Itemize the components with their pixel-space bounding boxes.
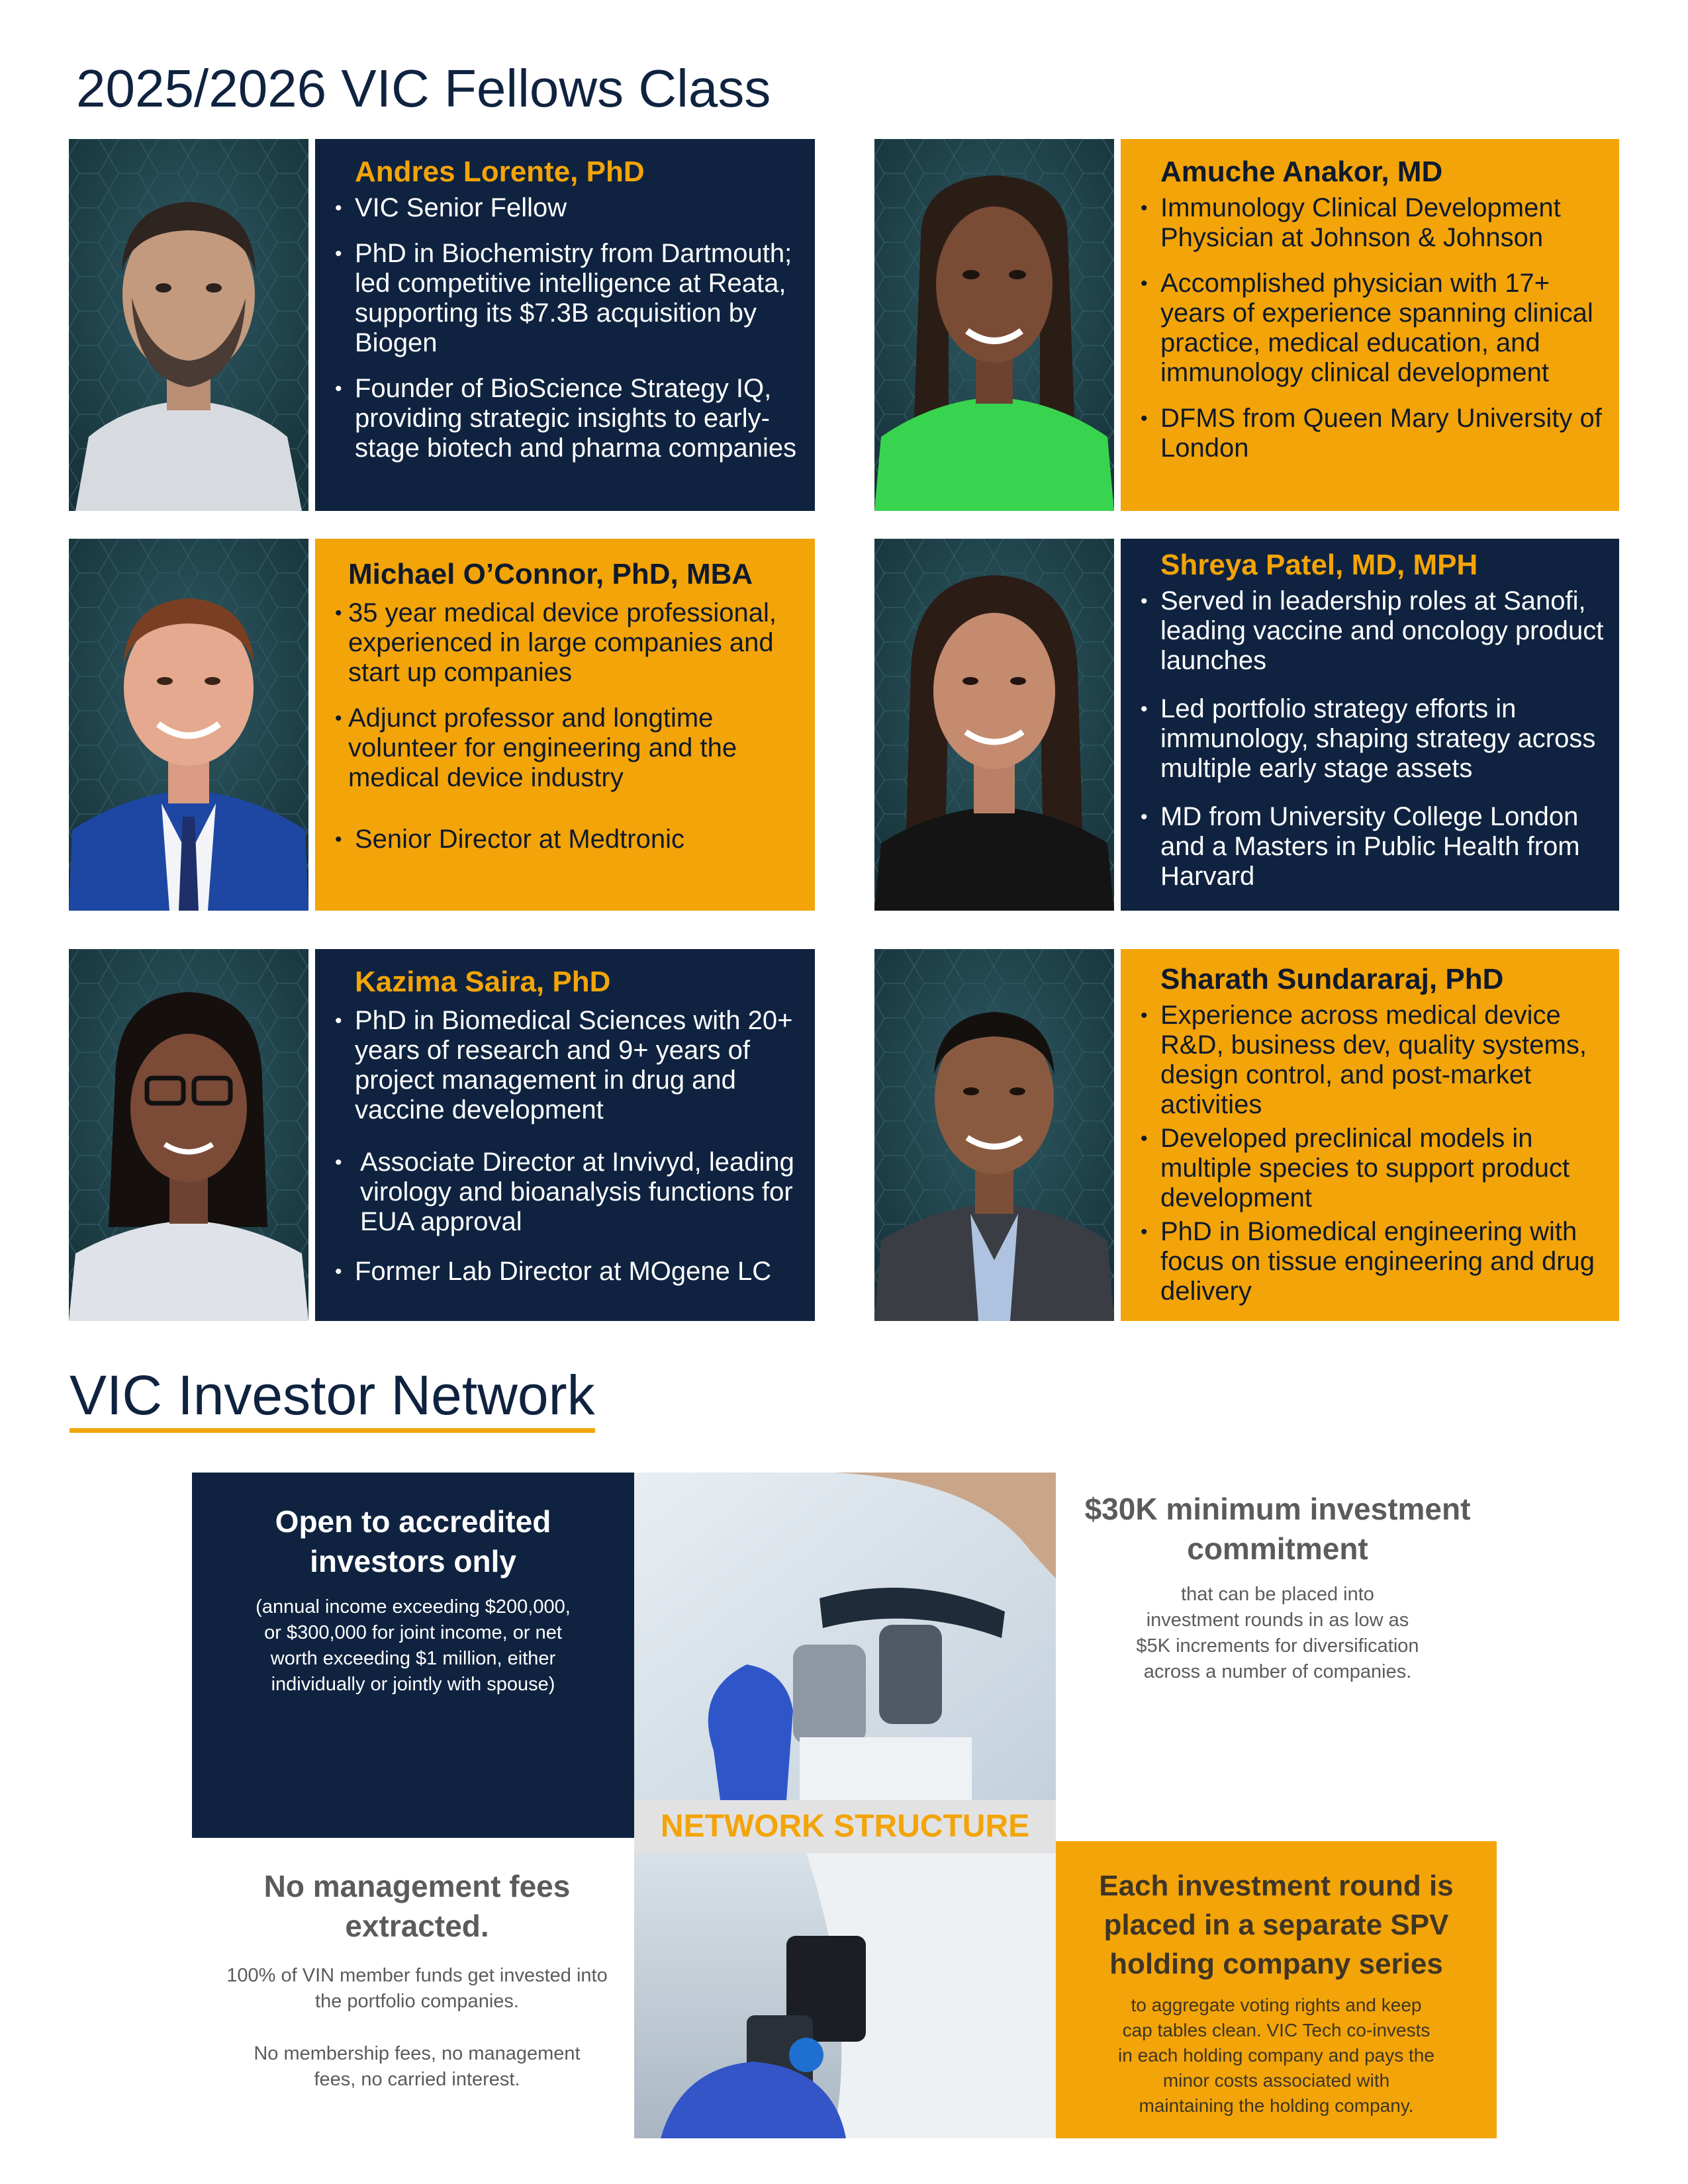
fellow-name: Kazima Saira, PhD [355, 966, 611, 998]
no-fees-block [218, 1866, 616, 2093]
accredited-title: Open to accredited investors only [275, 1504, 551, 1578]
fellow-bullet: • Associate Director at Invivyd, leading virology and bioanalysis functions for EUA approval [328, 1148, 806, 1237]
microscope-image [634, 1473, 1056, 2138]
fellow-bullet: • Served in leadership roles at Sanofi, leading vaccine and oncology product launches [1134, 586, 1610, 676]
fellow-card-sharath-sundararaj [1121, 949, 1619, 1321]
fellow-bullet: • Senior Director at Medtronic [328, 825, 806, 854]
page-title: 2025/2026 VIC Fellows Class [76, 59, 771, 118]
fellow-bullet: • Adjunct professor and longtime volunteer for engineering and the medical device industry [328, 704, 806, 793]
spv-text: to aggregate voting rights and keep cap tables clean. VIC Tech co-invests in each holding company and pays the minor costs associated with maintaining the holding company. [1118, 1995, 1434, 2116]
no-fees-title: No management fees extracted. [263, 1869, 571, 1943]
minimum-investment-block [1059, 1489, 1496, 1685]
network-title-underline [70, 1428, 595, 1433]
fellow-bullet: • 35 year medical device professional, experienced in large companies and start up companies [328, 598, 806, 688]
fellow-photo-andres-lorente [69, 139, 308, 511]
fellow-bullet: • Led portfolio strategy efforts in immunology, shaping strategy across multiple early stage assets [1134, 694, 1610, 784]
fellow-photo-shreya-patel [874, 539, 1114, 911]
fellow-bullet: • VIC Senior Fellow [328, 193, 806, 223]
fellow-bullet: • Former Lab Director at MOgene LC [328, 1257, 806, 1287]
accredited-investors-box [192, 1473, 634, 1838]
fellow-name: Andres Lorente, PhD [355, 156, 645, 188]
fellow-bullet: • PhD in Biomedical engineering with focus on tissue engineering and drug delivery [1134, 1217, 1610, 1306]
fellow-bullet: • Developed preclinical models in multiple species to support product development [1134, 1124, 1610, 1213]
fellow-bullet: • MD from University College London and a Masters in Public Health from Harvard [1134, 802, 1610, 891]
network-structure-label: NETWORK STRUCTURE [660, 1809, 1030, 1844]
fellow-bullet: • Founder of BioScience Strategy IQ, providing strategic insights to early-stage biotech and pharma companies [328, 374, 806, 463]
fellow-card-michael-oconnor [315, 539, 815, 911]
fellow-bullet: • Experience across medical device R&D, business dev, quality systems, design control, and post-market activities [1134, 1001, 1610, 1120]
fellow-name: Sharath Sundararaj, PhD [1160, 963, 1504, 995]
minimum-title: $30K minimum investment commitment [1084, 1492, 1471, 1566]
accredited-text: (annual income exceeding $200,000, or $300,000 for joint income, or net worth exceeding $1 million, either individually or jointly with spouse) [256, 1596, 571, 1695]
fellow-card-kazima-saira [315, 949, 815, 1321]
fellow-bullet: • PhD in Biomedical Sciences with 20+ years of research and 9+ years of project management in drug and vaccine development [328, 1006, 806, 1125]
fellow-bullet: • DFMS from Queen Mary University of London [1134, 404, 1610, 463]
spv-box [1056, 1841, 1497, 2138]
spv-title: Each investment round is placed in a separate SPV holding company series [1099, 1870, 1454, 1980]
fellow-photo-michael-oconnor [69, 539, 308, 911]
fellow-name: Amuche Anakor, MD [1160, 156, 1443, 188]
fellow-card-shreya-patel [1121, 539, 1619, 911]
fellow-photo-kazima-saira [69, 949, 308, 1321]
fellow-name: Shreya Patel, MD, MPH [1160, 549, 1478, 581]
fellow-bullet: • Accomplished physician with 17+ years of experience spanning clinical practice, medical education, and immunology clinical development [1134, 269, 1610, 388]
no-fees-text-1: 100% of VIN member funds get invested into the portfolio companies. [226, 1965, 608, 2012]
fellow-name: Michael O’Connor, PhD, MBA [348, 558, 753, 590]
fellow-card-amuche-anakor [1121, 139, 1619, 511]
fellow-card-andres-lorente [315, 139, 815, 511]
minimum-text: that can be placed into investment rounds in as low as $5K increments for diversification across a number of companies. [1136, 1584, 1419, 1682]
fellow-photo-amuche-anakor [874, 139, 1114, 511]
fellow-bullet: • Immunology Clinical Development Physician at Johnson & Johnson [1134, 193, 1610, 253]
network-section-title: VIC Investor Network [70, 1364, 595, 1426]
no-fees-text-2: No membership fees, no management fees, no carried interest. [254, 2043, 581, 2090]
fellow-bullet: • PhD in Biochemistry from Dartmouth; led competitive intelligence at Reata, supporting its $7.3B acquisition by Biogen [328, 239, 806, 358]
fellow-photo-sharath-sundararaj [874, 949, 1114, 1321]
